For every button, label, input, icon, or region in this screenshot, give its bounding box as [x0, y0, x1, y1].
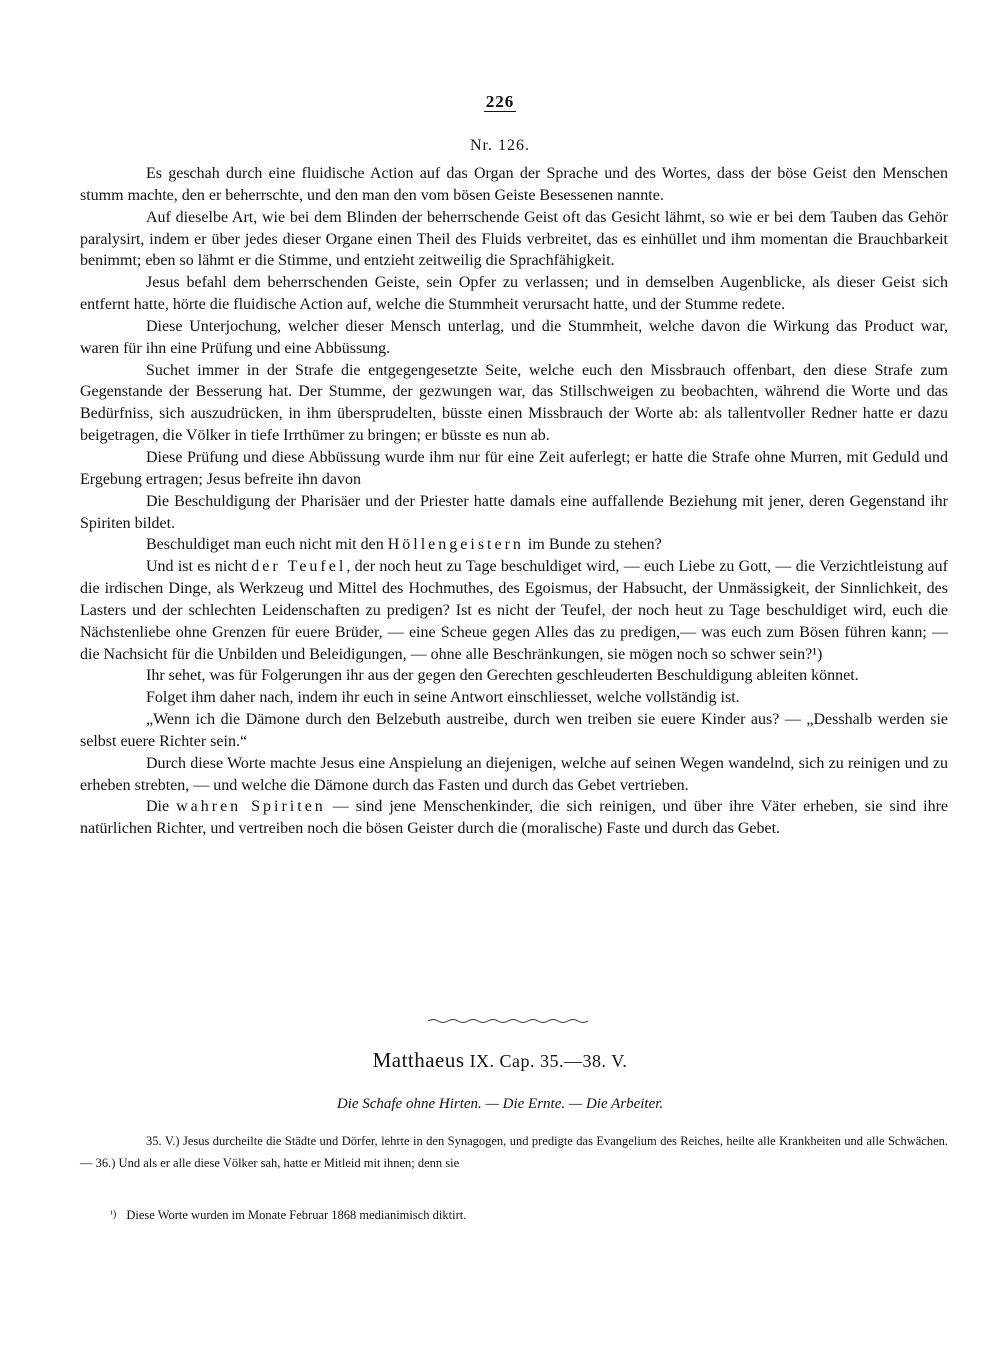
body-paragraph	[80, 556, 948, 665]
page-number	[0, 92, 1000, 112]
body-paragraph: Folget ihm daher nach, indem ihr euch in seine Antwort einschliesset, welche vollständig ist.	[146, 689, 740, 707]
section-divider	[428, 1018, 588, 1024]
section-title-name: Matthaeus	[372, 1048, 465, 1072]
paragraph-text: Die	[146, 798, 177, 816]
paragraph-text: , der noch heut zu Tage beschuldiget wird, — euch Liebe zu Gott, — die Verzichtleistung auf die irdischen Dinge, als Werkzeug und Mittel des Hochmuthes, des Egoismus, der Habsucht, der Unmässigkeit, der Sinnlichkeit, des Lasters und der schlechten Leidenschaften zu predigen? Ist es nicht der Teufel, der noch heut zu Tage beschuldiget wird, euch die Nächstenliebe ohne Grenzen für euere Brüder, — eine Scheue gegen Alles das zu predigen,— was euch zum Bösen führen kann; — die Nachsicht für die Unbilden und Beleidigungen, — ohne alle Beschränkungen, sie mögen noch so schwer sein?¹)	[80, 558, 948, 663]
body-paragraph: Jesus befahl dem beherrschenden Geiste, sein Opfer zu verlassen; und in demselben Augenblicke, als dieser Geist sich entfernt hatte, hörte die fluidische Action auf, welche die Stummheit verursacht hatte, und der Stumme redete.	[80, 274, 948, 314]
footnote-mark: ¹)	[110, 1209, 117, 1220]
body-paragraph: Ihr sehet, was für Folgerungen ihr aus der gegen den Gerechten geschleuderten Beschuldigung ableiten könnet.	[146, 667, 859, 685]
body-paragraph: Diese Prüfung und diese Abbüssung wurde ihm nur für eine Zeit auferlegt; er hatte die Strafe ohne Murren, mit Geduld und Ergebung ertragen; Jesus befreite ihn davon	[80, 448, 948, 488]
body-paragraph: Die Beschuldigung der Pharisäer und der Priester hatte damals eine auffallende Beziehung mit jener, deren Gegenstand ihr Spiriten bildet.	[80, 492, 948, 532]
footnote-text: Diese Worte wurden im Monate Februar 1868 medianimisch diktirt.	[126, 1208, 467, 1222]
body-paragraph: Auf dieselbe Art, wie bei dem Blinden der beherrschende Geist oft das Gesicht lähmt, so wie er bei dem Tauben das Gehör paralysirt, indem er über jedes dieser Organe einen Theil des Fluids verbreitet, das es einhüllet und ihm momentan die Brauchbarkeit benimmt; eben so lähmt er die Stimme, und entzieht zeitweilig die Sprachfähigkeit.	[80, 208, 948, 270]
verse-paragraph: 35. V.) Jesus durcheilte die Städte und Dörfer, lehrte in den Synagogen, und predigte das Evangelium des Reiches, heilte alle Krankheiten und alle Schwächen. — 36.) Und als er alle diese Völker sah, hatte er Mitleid mit ihnen; denn sie	[80, 1134, 948, 1170]
section-title-reference: IX. Cap. 35.—38. V.	[469, 1051, 628, 1071]
paragraph-text: Beschuldiget man euch nicht mit den	[146, 536, 388, 554]
body-paragraph	[80, 796, 948, 840]
paragraph-text: — sind jene Menschenkinder, die sich reinigen, und über ihre Väter erheben, sie sind ihre natürlichen Richter, und vertreiben noch die bösen Geister durch die (moralische) Faste und durch das Gebet.	[80, 798, 948, 838]
body-paragraph: Durch diese Worte machte Jesus eine Anspielung an diejenigen, welche auf seinen Wegen wandelnd, sich zu reinigen und zu erheben strebten, — und welche die Dämone durch das Fasten und durch das Gebet vertrieben.	[80, 754, 948, 794]
article-number: Nr. 126.	[470, 137, 530, 154]
body-paragraph: Diese Unterjochung, welcher dieser Mensch unterlag, und die Stummheit, welche davon die Wirkung das Product war, waren für ihn eine Prüfung und eine Abbüssung.	[80, 317, 948, 357]
emphasized-text: wahren Spiriten	[176, 798, 326, 816]
paragraph-text: im Bunde zu stehen?	[523, 536, 662, 554]
body-text	[80, 163, 948, 840]
section-title	[0, 1048, 1000, 1073]
body-paragraph	[80, 534, 948, 556]
emphasized-text: der Teufel	[251, 558, 347, 576]
verse-text	[80, 1130, 948, 1174]
paragraph-text: Und ist es nicht	[146, 558, 252, 576]
footnote	[110, 1206, 950, 1224]
page-number-text: 226	[485, 92, 515, 111]
body-paragraph: Es geschah durch eine fluidische Action auf das Organ der Sprache und des Wortes, dass der böse Geist den Menschen stumm machte, den er beherrschte, und den man den vom bösen Geiste Besessenen nannte.	[80, 165, 948, 204]
emphasized-text: Höllengeistern	[387, 536, 524, 554]
body-paragraph: Suchet immer in der Strafe die entgegengesetzte Seite, welche euch den Missbrauch offenbart, den diese Strafe zum Gegenstande der Besserung hat. Der Stumme, der gezwungen war, das Stillschweigen zu beobachten, während die Worte und das Bedürfniss, sich auszudrücken, in ihm übersprudelten, büsste einen Missbrauch der Worte ab: als tallentvoller Redner hatte er dazu beigetragen, die Völker in tiefe Irrthümer zu bringen; er büsste es nun ab.	[80, 361, 948, 445]
body-paragraph: „Wenn ich die Dämone durch den Belzebuth austreibe, durch wen treiben sie euere Kinder aus? — „Desshalb werden sie selbst euere Richter sein.“	[80, 711, 948, 750]
section-subtitle: Die Schafe ohne Hirten. — Die Ernte. — Die Arbeiter.	[336, 1096, 664, 1112]
